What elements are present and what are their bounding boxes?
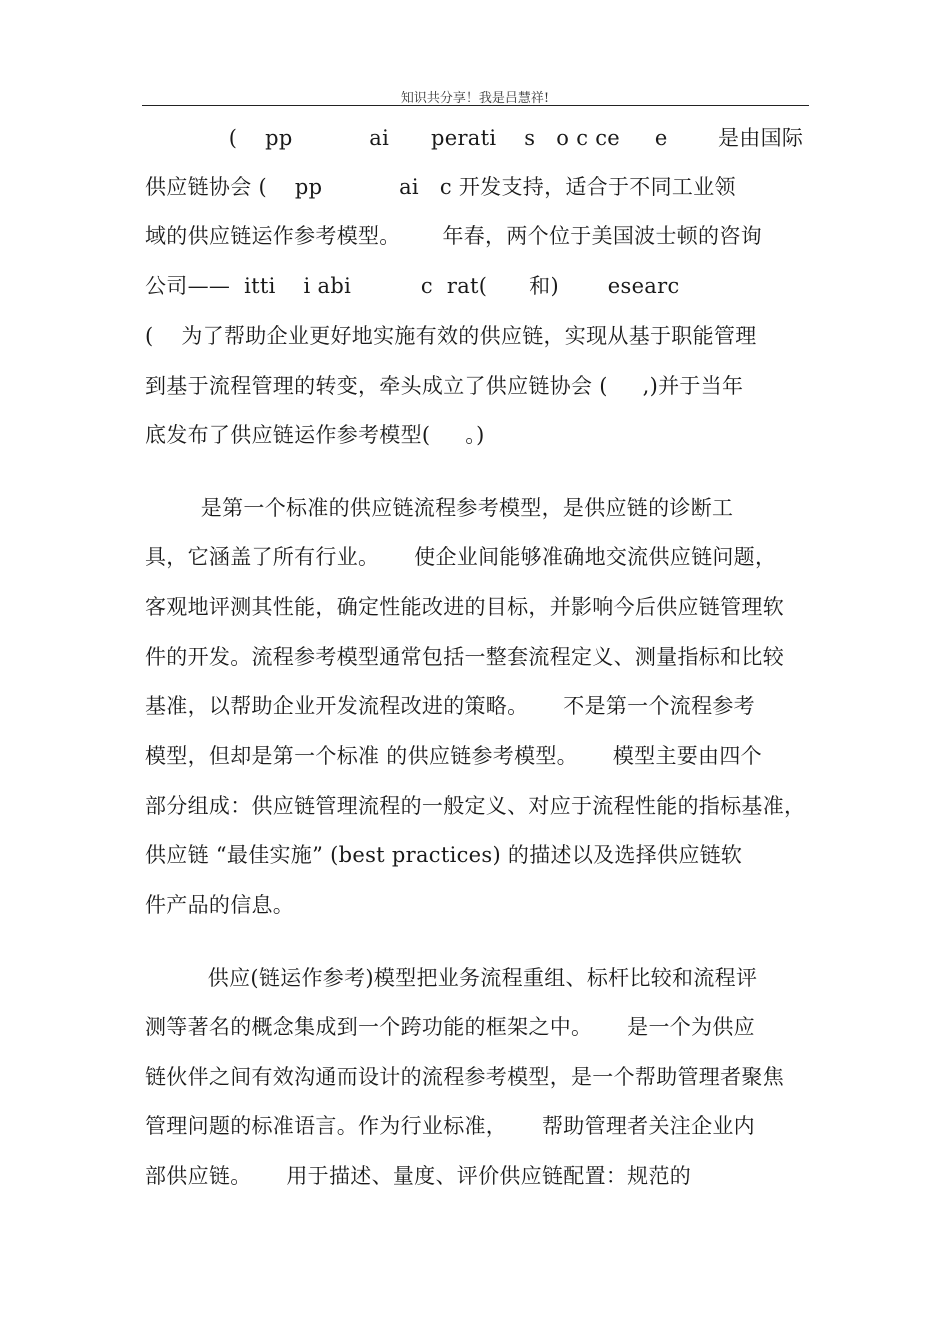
paragraph-line: ( pp ai perati s o c ce e <box>145 126 668 150</box>
paragraph-line: 部供应链。 用于描述、量度、评价供应链配置：规范的 <box>145 1164 692 1188</box>
paragraph-line: 基准，以帮助企业开发流程改进的策略。 不是第一个流程参考 <box>145 694 755 718</box>
paragraph-line: ( 为了帮助企业更好地实施有效的供应链，实现从基于职能管理 <box>145 324 757 348</box>
overlay-text: 是由国际 <box>718 126 804 150</box>
paragraph-line: 供应(链运作参考)模型把业务流程重组、标杆比较和流程评 <box>145 966 758 990</box>
paragraph-line: 供应链协会 ( pp ai c 开发支持，适合于不同工业领 <box>145 175 736 199</box>
paragraph-line: 部分组成：供应链管理流程的一般定义、对应于流程性能的指标基准， <box>145 794 806 818</box>
paragraph-line: 管理问题的标准语言。作为行业标准， 帮助管理者关注企业内 <box>145 1114 755 1138</box>
paragraph-line: 测等著名的概念集成到一个跨功能的框架之中。 是一个为供应 <box>145 1015 755 1039</box>
paragraph-line: 供应链 “最佳实施” (best practices) 的描述以及选择供应链软 <box>145 843 743 867</box>
paragraph-line: 链伙伴之间有效沟通而设计的流程参考模型，是一个帮助管理者聚焦 <box>145 1065 784 1089</box>
paragraph-line: 件的开发。流程参考模型通常包括一整套流程定义、测量指标和比较 <box>145 645 784 669</box>
paragraph-line: 件产品的信息。 <box>145 893 295 917</box>
paragraph-line: 具，它涵盖了所有行业。 使企业间能够准确地交流供应链问题， <box>145 545 777 569</box>
paragraph-line: 公司—— itti i abi c rat( 和) esearc <box>145 274 680 298</box>
paragraph-line: 底发布了供应链运作参考模型( 。) <box>145 423 485 447</box>
paragraph-line: 模型，但却是第一个标准 的供应链参考模型。 模型主要由四个 <box>145 744 762 768</box>
paragraph-line: 域的供应链运作参考模型。 年春，两个位于美国波士顿的咨询 <box>145 224 762 248</box>
paragraph-line: 到基于流程管理的转变，牵头成立了供应链协会 ( ,)并于当年 <box>145 374 744 398</box>
header-divider <box>142 105 809 106</box>
paragraph-line: 客观地评测其性能，确定性能改进的目标，并影响今后供应链管理软 <box>145 595 784 619</box>
paragraph-line: 是第一个标准的供应链流程参考模型，是供应链的诊断工 <box>145 496 734 520</box>
page-header: 知识共分享！我是吕慧祥! <box>400 91 550 106</box>
